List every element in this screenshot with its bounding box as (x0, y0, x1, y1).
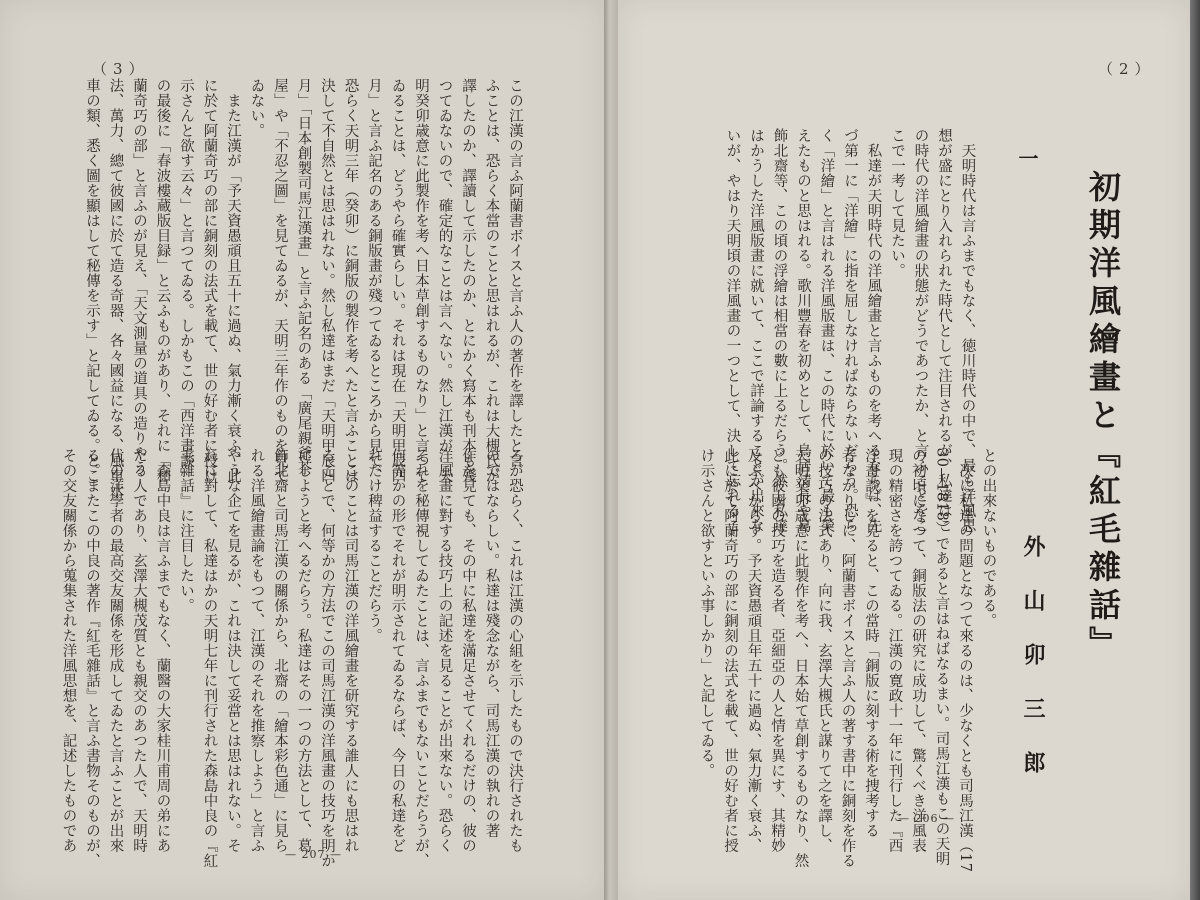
text-line: つてゐないので、確定的なことは言へない。然し江漢が「天 (436, 78, 453, 483)
text-line: に於て阿蘭奇巧の部に銅刻の法式を載て、世の好む者に授け (201, 78, 218, 483)
text-line: の初頃になつて、銅版法の研究に成功して、驚くべき洋風表 (910, 448, 926, 853)
text-line: 月」「日本創製司馬江漢畫」と言ふ記名のある「廣尾親爺茶 (295, 78, 312, 476)
left-upper-text-block (80, 78, 527, 498)
text-line: ゐない。 (248, 78, 265, 138)
text-line: 月」と言ふ記名のある銅版畫が殘つてゐるところから見て、 (366, 78, 382, 483)
text-line: 想が盛にとり入れられた時代として注目されるが、私達はこ (936, 128, 952, 533)
text-line: ども彼國の技巧を造る者、亞細亞の人と情を異にす、其精妙 (769, 448, 785, 853)
text-line: の時代の洋風繪畫の狀態がどうであつたか、と言ふことをこ (912, 128, 929, 533)
text-line: 天明時代は言ふまでもなく、徳川時代の中で、最も洋風思 (959, 128, 976, 533)
text-line: やうな企てを見るが、これは決して妥當とは思はれない。そ (225, 448, 241, 853)
text-line: 譯したのか、譯讀して示したのか、とにかく寫本も刊本も殘 (460, 78, 476, 483)
text-line: 洋畫談』を見ると、この當時「銅版に刻する術を捜考する (863, 448, 879, 838)
right-page (618, 0, 1190, 900)
text-line: 明癸卯歳意に此製作を考へ日本草創するものなり」と言つて (413, 78, 429, 483)
text-line: えたものと思はれる。歌川豐春を初めとして、鳥居清長や葛 (795, 128, 811, 533)
text-line: ることで、何等かの方法でこの司馬江漢の洋風畫の技巧を明か (319, 448, 335, 868)
text-line: ふことは、恐らく本當のことと思はれるが、これは大槻氏が (483, 78, 500, 483)
text-line: 森島中良は言ふまでもなく、蘭醫の大家桂川甫周の弟にあ (154, 448, 171, 853)
text-line: 現の精密さを誇つてゐる。江漢の寛政十一年に刊行した『西 (886, 448, 903, 853)
text-line: 者なかりしに、阿蘭書ボイスと言ふ人の著す書中に銅刻を作る (839, 448, 856, 868)
folio-left: — 207 — (285, 848, 342, 861)
page-mark-left: （3） (92, 60, 150, 78)
text-line: にしようと考へるだらう。私達はその一つの方法として、葛 (295, 448, 312, 853)
text-line: 飾北齋等、この頃の浮繪は相當の數に上るだらう。然し私達 (771, 128, 788, 533)
text-line: 恐らく天明三年（癸卯）に銅版の製作を考へたと言ふことは (342, 78, 359, 483)
text-line: ゐることは、どうやら確實らしい。それは現在「天明甲辰四 (389, 78, 406, 483)
text-line: 30—1818）であると言はねばなるまい。司馬江漢もこの天明 (933, 448, 950, 867)
text-line: 示さんと欲す云々」と言つてゐる。しかもこの「西洋畫談」 (178, 78, 194, 483)
text-line: け示さんと欲すといふ事しかり」と記してゐる。 (698, 448, 715, 778)
text-line: る。またこの中良の著作『紅毛雜話』と言ふ書物そのものが、 (84, 448, 100, 868)
text-line: 決して不自然とは思はれない。然し私達はまだ「天明甲辰四 (319, 78, 335, 483)
text-line: 次に私達の問題となつて來るのは、少なくとも司馬江漢（17 (957, 448, 973, 873)
text-line: 作を見ても、その中に私達を滿足させてくれるだけの、彼の (460, 448, 476, 853)
gutter-shadow (604, 0, 618, 900)
text-line: こで一考して見たい。 (889, 128, 905, 278)
text-line: いが、やはり天明頃の洋風畫の一つとして、決して忘れるこ (724, 128, 741, 533)
text-line: この江漢の言ふ阿蘭書ボイスと言ふ人の著作を譯したと言 (507, 78, 523, 468)
text-line: その交友關係から蒐集された洋風思想を、記述したものであ (60, 448, 77, 853)
text-line: 車の類、悉く圖を顯はして秘傳を示す」と記してゐる。とこ (84, 78, 100, 483)
text-line: それを秘傳視してゐたことは、言ふまでもないことだらうが、 (413, 448, 429, 868)
text-line: 代の洋學者の最高交友關係を形成してゐたと言ふことが出來 (107, 448, 124, 853)
text-line: たる人であり、玄澤大槻茂質とも親交のあつた人で、天明時 (131, 448, 147, 853)
text-line: のではならしい。私達は殘念ながら、司馬江漢の執れの著 (483, 448, 500, 838)
page-mark-right: （2） (1098, 60, 1156, 78)
section-number: 一 (1015, 148, 1039, 168)
text-line: ろが恐らく、これは江漢の心組を示したもので決行されたも (507, 448, 523, 853)
text-line: 法、萬力、總て彼國に於て造る奇器、各々國益になる、風車水 (107, 78, 124, 498)
text-line: 蘭奇巧の部」と言ふのが見え、「天文測量の道具の造りやう (131, 78, 147, 476)
article-title: 初期洋風繪畫と『紅毛雜話』 (1084, 170, 1122, 664)
right-upper-text-block (720, 128, 979, 533)
text-line: 天明癸卯歳意に此製作を考へ、日本始て草創するものなり、然 (792, 448, 809, 868)
text-line: れる洋風繪畫論をもつて、江漢のそれを推察しよう」と言ふ (248, 448, 265, 853)
article-author: 外山卯三郎 (1020, 535, 1046, 805)
text-line: との出來ないものである。 (980, 448, 997, 628)
text-line: はかうした洋風版畫に就いて、ここで詳論することが出來な (748, 128, 764, 533)
page-edge (1190, 0, 1200, 900)
text-line: 何等かの形でそれが明示されてゐるならば、今日の私達をど (389, 448, 406, 853)
text-line: また江漢が「予天資愚頑且五十に過ぬ、氣力漸く衰ふ、此 (225, 78, 241, 483)
text-line: 此に於て阿蘭奇巧の部に銅刻の法式を載て、世の好む者に授 (722, 448, 738, 853)
text-line: れに對して、私達はかの天明七年に刊行された森島中良の『紅 (201, 448, 218, 868)
text-line: 屋」や「不忍之圖」を見てゐるが、天明三年作のものを見て (272, 78, 288, 483)
text-line: このことは司馬江漢の洋風繪畫を研究する誰人にも思はれ (342, 448, 359, 853)
text-line: 飾北齋と司馬江漢の關係から、北齋の「繪本彩色通」に見ら (272, 448, 288, 853)
text-line: 毛雜話』に注目したい。 (178, 448, 194, 613)
text-line: 洋風畫に對する技巧上の記述を見ることが出來ない。恐らく (436, 448, 453, 853)
text-line: の技巧の法式あり、向に我、玄澤大槻氏と謀りて之を譯し、 (816, 448, 832, 853)
folio-right: — 206 — (898, 812, 955, 825)
text-line: 及ぶべからず。予天資愚頑且年五十に過ぬ、氣力漸く衰ふ、 (745, 448, 762, 853)
text-line: 私達が天明時代の洋風繪畫と言ふものを考へるならば、先 (865, 128, 882, 533)
text-line: れだけ稗益することだらう。 (366, 448, 382, 643)
text-line: の最後に「春波樓蔵版目録」と云ふものがあり、それに「和 (154, 78, 171, 483)
text-line: く「洋繪」と言はれる洋風版畫は、この時代に於いて最も榮 (818, 128, 835, 533)
text-line: づ第一に「洋繪」に指を屈しなければならないだらう。恐ら (842, 128, 858, 533)
